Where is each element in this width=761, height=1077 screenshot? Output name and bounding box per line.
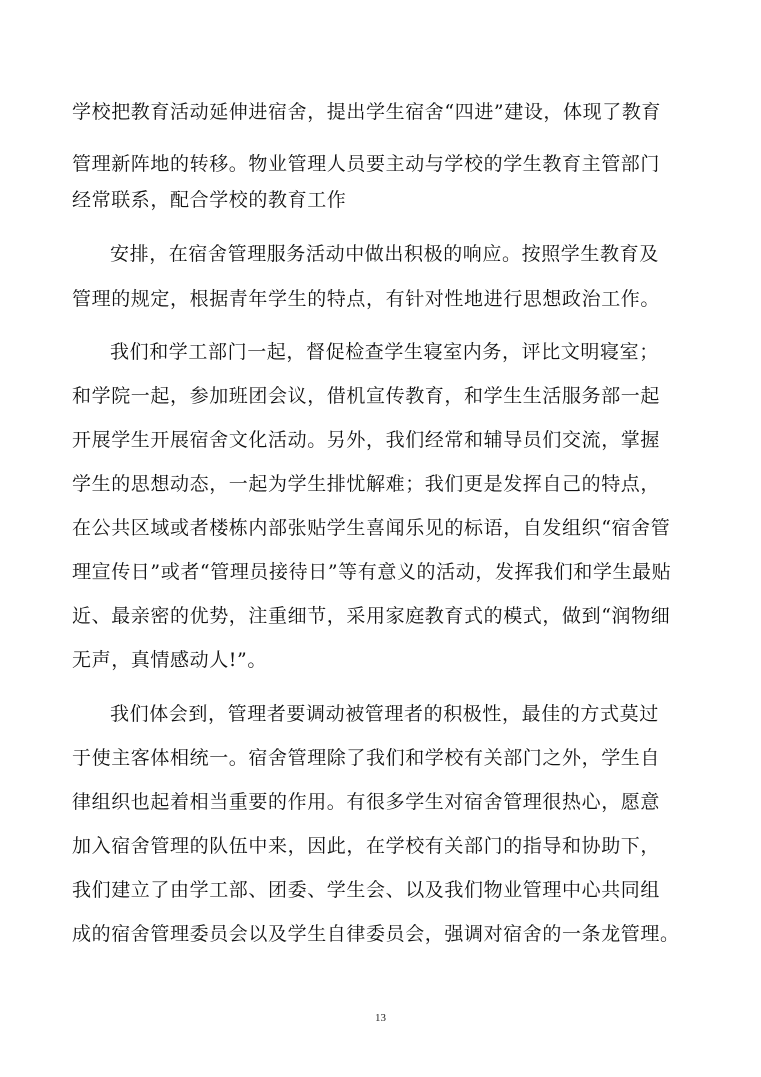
text-line: 学校把教育活动延伸进宿舍，提出学生宿舍“四进”建设，体现了教育 — [72, 101, 662, 123]
text-line: 和学院一起，参加班团会议，借机宣传教育，和学生生活服务部一起 — [72, 385, 661, 407]
text-line: 理宣传日”或者“管理员接待日”等有意义的活动，发挥我们和学生最贴 — [72, 561, 672, 583]
text-line: 管理新阵地的转移。物业管理人员要主动与学校的学生教育主管部门 — [72, 153, 661, 175]
text-line: 我们建立了由学工部、团委、学生会、以及我们物业管理中心共同组 — [72, 879, 661, 901]
text-line: 于使主客体相统一。宿舍管理除了我们和学校有关部门之外，学生自 — [72, 747, 661, 769]
text-line: 管理的规定，根据青年学生的特点，有针对性地进行思想政治工作。 — [72, 288, 661, 310]
text-line: 成的宿舍管理委员会以及学生自律委员会，强调对宿舍的一条龙管理。 — [72, 923, 680, 945]
text-line: 无声，真情感动人!”。 — [72, 649, 267, 671]
text-line: 安排，在宿舍管理服务活动中做出积极的响应。按照学生教育及 — [110, 243, 659, 265]
text-line: 我们体会到，管理者要调动被管理者的积极性，最佳的方式莫过 — [110, 703, 659, 725]
text-line: 近、最亲密的优势，注重细节，采用家庭教育式的模式，做到“润物细 — [72, 605, 671, 627]
text-line: 加入宿舍管理的队伍中来，因此，在学校有关部门的指导和协助下， — [72, 835, 661, 857]
text-line: 律组织也起着相当重要的作用。有很多学生对宿舍管理很热心，愿意 — [72, 791, 661, 813]
text-line: 经常联系，配合学校的教育工作 — [72, 189, 347, 211]
text-line: 开展学生开展宿舍文化活动。另外，我们经常和辅导员们交流，掌握 — [72, 429, 661, 451]
text-line: 在公共区域或者楼栋内部张贴学生喜闻乐见的标语，自发组织“宿舍管 — [72, 517, 671, 539]
text-line: 学生的思想动态，一起为学生排忧解难；我们更是发挥自己的特点， — [72, 473, 661, 495]
text-line: 我们和学工部门一起，督促检查学生寝室内务，评比文明寝室； — [110, 341, 659, 363]
page-number: 13 — [375, 1012, 386, 1024]
